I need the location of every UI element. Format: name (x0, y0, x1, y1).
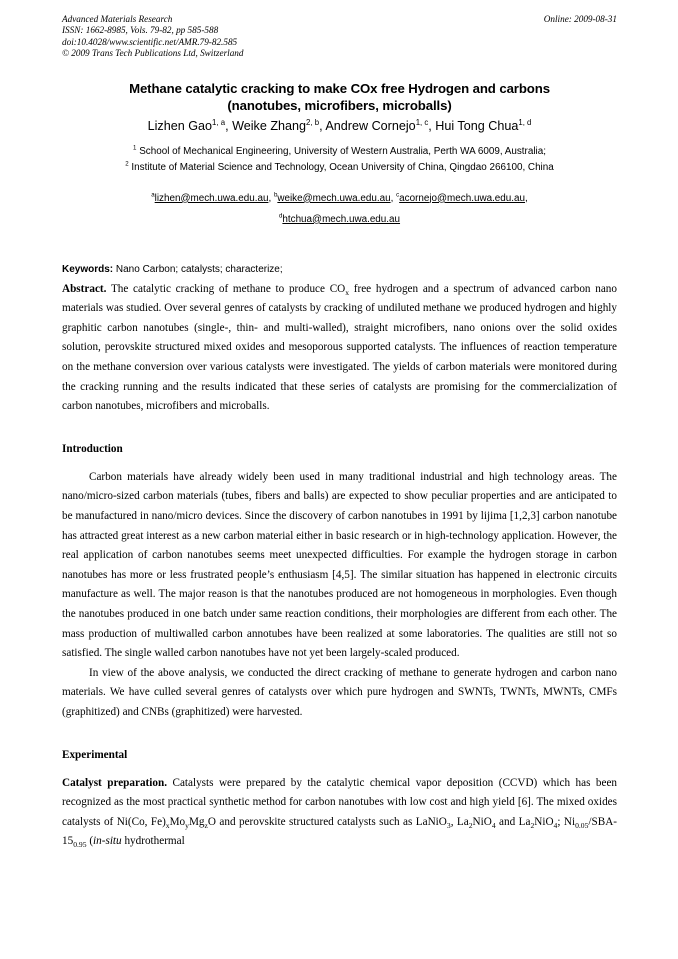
email-separator: , (390, 192, 397, 204)
author-affiliation-marker: 1, a (212, 117, 226, 127)
journal-name: Advanced Materials Research (62, 14, 173, 24)
author-list (62, 118, 617, 134)
author-affiliation-marker: 2, b (306, 117, 320, 127)
formula-subscript-3: 3 (446, 820, 451, 830)
page-title (62, 80, 617, 115)
author-name: Andrew Cornejo (325, 118, 416, 133)
journal-header (62, 14, 617, 60)
author-affiliation-marker: 1, c (415, 117, 429, 127)
author-separator: , (225, 118, 233, 133)
catalyst-text-part-5: , La (450, 815, 469, 828)
journal-issn: ISSN: 1662-8985, Vols. 79-82, pp 585-588 (62, 25, 219, 36)
author-entry (232, 119, 325, 133)
online-publication-date: Online: 2009-08-31 (543, 14, 617, 24)
email-link[interactable]: htchua@mech.uwa.edu.au (282, 213, 401, 225)
keywords-value: Nano Carbon; catalysts; characterize; (113, 263, 283, 275)
catalyst-preparation-label: Catalyst preparation. (62, 776, 168, 789)
catalyst-text-part-12: hydrothermal (121, 835, 185, 848)
keywords-line (62, 263, 617, 277)
formula-subscript-z: z (204, 820, 208, 830)
email-line (62, 188, 617, 209)
abstract-label: Abstract. (62, 282, 107, 295)
email-link[interactable]: acornejo@mech.uwa.edu.au (399, 192, 526, 204)
author-affiliation-marker: 1, d (518, 117, 532, 127)
author-name: Hui Tong Chua (435, 118, 519, 133)
formula-subscript-005: 0.05 (575, 820, 589, 830)
author-entry (325, 119, 435, 133)
email-list (62, 188, 617, 230)
author-name: Lizhen Gao (147, 118, 213, 133)
author-separator: , (319, 118, 326, 133)
affiliation-item (62, 160, 617, 177)
catalyst-text-part-10: /SBA-15 (62, 815, 618, 848)
journal-copyright: © 2009 Trans Tech Publications Ltd, Switzerland (62, 48, 244, 59)
email-marker: a (151, 191, 155, 199)
email-separator: , (268, 192, 274, 204)
email-marker: b (273, 191, 278, 199)
journal-doi: doi:10.4028/www.scientific.net/AMR.79-82.585 (62, 36, 238, 47)
section-heading-experimental: Experimental (62, 748, 128, 761)
catalyst-text-part-8: NiO (534, 815, 554, 828)
introduction-paragraph-2: In view of the above analysis, we conducted the direct cracking of methane to generate hydrogen and carbon nano materials. We have culled several genres of catalysts over which pure hydrogen and SWNTs, TWNTs, MWNTs, CMFs (graphitized) and CNBs (graphitized) were harvested. (62, 666, 617, 718)
abstract-text-part-2: free hydrogen and a spectrum of advanced carbon nano materials was studied. Over several genres of catalysts by cracking of undiluted methane we produced hydrogen and highly graphitic carbon nanotubes (single-, thin- and multi-walled), straight microfibers, nano onions over the solid oxides solution, perovskite structured mixed oxides and mesoporous supported catalysts. The influences of reaction temperature on the methane conversion over various catalysts were investigated. The yields of carbon materials were monitored during the cracking running and the results indicated that these series of catalysts are promising for the commercialization of carbon nanotubes, microfibers and microballs. (62, 282, 617, 413)
email-link[interactable]: lizhen@mech.uwa.edu.au (154, 192, 269, 204)
affiliation-marker: 1 (133, 144, 137, 152)
affiliation-list (62, 144, 617, 177)
title-line-1: Methane catalytic cracking to make COx free Hydrogen and carbons (129, 80, 550, 96)
author-separator: , (428, 118, 436, 133)
title-line-2: (nanotubes, microfibers, microballs) (227, 98, 452, 114)
email-marker: d (278, 212, 283, 220)
affiliation-item (62, 144, 617, 161)
catalyst-italic-insitu: in-situ (93, 835, 122, 848)
formula-subscript-x: x (165, 820, 170, 830)
catalyst-text-part-2: Mo (169, 815, 186, 828)
catalyst-text-part-9: ; Ni (557, 815, 576, 828)
catalyst-text-part-7: and La (495, 815, 531, 828)
catalyst-text-part-6: NiO (472, 815, 492, 828)
email-line (62, 209, 617, 230)
author-entry (148, 119, 232, 133)
formula-subscript-4a: 4 (491, 820, 496, 830)
formula-subscript-2a: 2 (468, 820, 473, 830)
catalyst-text-part-11: ( (86, 835, 94, 848)
abstract-subscript-x: x (345, 287, 350, 297)
formula-subscript-2b: 2 (530, 820, 535, 830)
author-name: Weike Zhang (232, 118, 307, 133)
catalyst-text-part-1: Catalysts were prepared by the catalytic chemical vapor deposition (CCVD) which has been recognized as the most practical synthetic method for carbon nanotubes with low cost and high yield [6]. The mixed oxides catalysts of Ni(Co, Fe) (62, 776, 618, 828)
affiliation-text: Institute of Material Science and Technology, Ocean University of China, Qingdao 266100, China (131, 162, 554, 174)
abstract-text-part-1: The catalytic cracking of methane to produce CO (106, 282, 346, 295)
introduction-paragraph-1: Carbon materials have already widely been used in many traditional industrial and high technology areas. The nano/micro-sized carbon materials (tubes, fibers and balls) are expected to show peculiar properties and are anticipated to be manufactured in nano/micro devices. Since the discovery of carbon nanotubes in 1991 by lijima [1,2,3] carbon nanotube has attracted great interest as a new carbon material either in basic research or in high-technology application. However, the real application of carbon nanotubes seems meet unexpected difficulties. For example the hydrogen storage in carbon nanotubes has more or less frustrated people’s enthusiasm [4,5]. The similar situation has happened in electronic circuits manufacture as well. The major reason is that the nanotubes produced are not homogeneous in morphologies. Even though the nanotubes produced in one batch under same reaction conditions, their morphologies are different from each other. The mass production of multiwalled carbon annotubes have been realized at some laboratories. The qualities are still not so satisfied. The single walled carbon nanotubes have not yet been largely-scaled produced. (62, 470, 617, 660)
formula-subscript-y: y (185, 820, 189, 830)
section-heading-introduction: Introduction (62, 442, 123, 455)
formula-subscript-095: 0.95 (73, 840, 87, 850)
email-link[interactable]: weike@mech.uwa.edu.au (277, 192, 391, 204)
affiliation-marker: 2 (125, 160, 129, 168)
abstract-paragraph (62, 280, 617, 417)
email-marker: c (396, 191, 400, 199)
affiliation-text: School of Mechanical Engineering, University of Western Australia, Perth WA 6009, Australia; (139, 145, 546, 157)
author-entry (435, 119, 531, 133)
catalyst-text-part-3: Mg (188, 815, 205, 828)
formula-subscript-4b: 4 (553, 820, 558, 830)
catalyst-text-part-4: O and perovskite structured catalysts such as LaNiO (207, 815, 447, 828)
email-separator: , (525, 192, 528, 204)
experimental-catalyst-preparation-paragraph (62, 774, 617, 852)
keywords-label: Keywords: (62, 263, 114, 275)
